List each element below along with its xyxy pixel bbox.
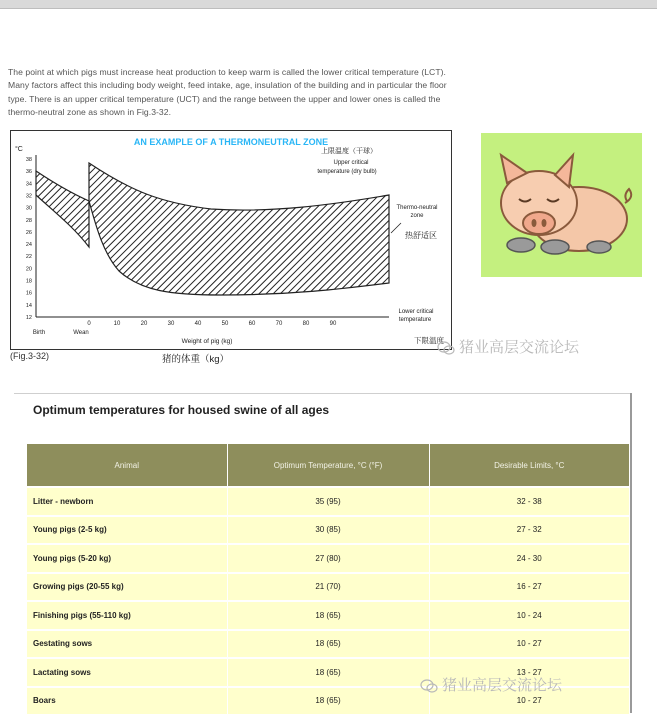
x-tick-labels	[33, 321, 337, 336]
table-title: Optimum temperatures for housed swine of all ages	[33, 403, 329, 417]
cell-optimum: 27 (80)	[227, 544, 429, 573]
cell-animal: Growing pigs (20-55 kg)	[27, 573, 227, 602]
x-axis-label: Weight of pig (kg)	[182, 338, 233, 345]
y-tick-label: 30	[26, 206, 32, 212]
cell-limits: 27 - 32	[429, 516, 629, 545]
x-tick-label: 70	[276, 321, 283, 327]
x-axis-label-cn: 猪的体重（kg）	[162, 351, 229, 365]
thermoneutral-chart	[10, 130, 452, 350]
table-row	[27, 544, 629, 573]
table-row	[27, 573, 629, 602]
y-unit: °C	[15, 145, 23, 153]
cell-animal: Finishing pigs (55-110 kg)	[27, 601, 227, 630]
x-tick-label: 30	[168, 321, 175, 327]
watermark-top	[437, 336, 579, 357]
watermark-top-text: 猪业高层交流论坛	[459, 338, 579, 356]
cell-limits: 13 - 27	[429, 658, 629, 687]
y-tick-label: 34	[26, 181, 32, 187]
cell-animal: Young pigs (5-20 kg)	[27, 544, 227, 573]
thermoneutral-zone	[89, 163, 389, 295]
x-tick-label: 80	[303, 321, 310, 327]
cell-limits: 10 - 27	[429, 630, 629, 659]
x-tick-label: Wean	[73, 330, 89, 336]
cell-optimum: 18 (65)	[227, 630, 429, 659]
watermark-bottom-text: 猪业高层交流论坛	[442, 676, 562, 694]
watermark-bottom	[420, 674, 562, 695]
table-row	[27, 601, 629, 630]
cell-limits: 10 - 24	[429, 601, 629, 630]
table-row	[27, 487, 629, 516]
y-tick-label: 24	[26, 242, 32, 248]
cell-optimum: 35 (95)	[227, 487, 429, 516]
header-animal: Animal	[27, 444, 227, 487]
cell-animal: Boars	[27, 687, 227, 714]
top-divider	[0, 8, 657, 9]
sleeping-pig-illustration	[481, 133, 642, 277]
cell-limits: 10 - 27	[429, 687, 629, 714]
y-tick-label: 28	[26, 218, 32, 224]
upper-label-en-1: Upper critical	[333, 160, 368, 166]
cell-optimum: 21 (70)	[227, 573, 429, 602]
x-tick-label: 40	[195, 321, 202, 327]
wechat-icon	[437, 341, 455, 355]
cell-optimum: 18 (65)	[227, 687, 429, 714]
x-tick-label: 60	[249, 321, 256, 327]
upper-label-en-2: temperature (dry bulb)	[317, 169, 376, 175]
y-tick-label: 38	[26, 157, 32, 163]
x-tick-label: 20	[141, 321, 148, 327]
zone-label-en-1: Thermo-neutral	[396, 205, 437, 211]
intro-paragraph: The point at which pigs must increase heat production to keep warm is called the lower critical temperature (LCT). Many factors affect this including body weight, feed intake, age, insulation of the building and in particular the floor type. There is an upper critical temperature (UCT) and the range between the upper and lower ones is called the thermo-neutral zone as shown in Fig.3-32.	[8, 66, 460, 120]
x-tick-label: 90	[330, 321, 337, 327]
y-tick-labels	[26, 157, 32, 321]
cell-limits: 24 - 30	[429, 544, 629, 573]
y-tick-label: 14	[26, 303, 32, 309]
cell-animal: Litter - newborn	[27, 487, 227, 516]
x-tick-label: Birth	[33, 330, 45, 336]
chart-svg	[11, 131, 451, 349]
y-tick-label: 36	[26, 169, 32, 175]
figure-label: (Fig.3-32)	[10, 351, 49, 361]
cell-limits: 32 - 38	[429, 487, 629, 516]
pig-icon	[481, 133, 642, 277]
cell-optimum: 30 (85)	[227, 516, 429, 545]
header-limits: Desirable Limits, °C	[429, 444, 629, 487]
table-frame-right	[630, 393, 632, 713]
y-tick-label: 12	[26, 315, 32, 321]
lower-label-en-1: Lower critical	[398, 309, 433, 315]
table-row	[27, 630, 629, 659]
cell-limits: 16 - 27	[429, 573, 629, 602]
pre-wean-zone	[36, 171, 89, 247]
table-header-row	[27, 444, 629, 487]
chart-title: AN EXAMPLE OF A THERMONEUTRAL ZONE	[134, 137, 328, 147]
zone-label-cn: 热舒适区	[405, 230, 437, 240]
cell-animal: Gestating sows	[27, 630, 227, 659]
cell-optimum: 18 (65)	[227, 658, 429, 687]
zone-pointer	[391, 223, 401, 233]
upper-label-cn: 上限温度（干球）	[321, 146, 377, 155]
table-frame-top	[14, 393, 630, 394]
x-tick-label: 0	[87, 321, 91, 327]
table-row	[27, 516, 629, 545]
cell-animal: Young pigs (2-5 kg)	[27, 516, 227, 545]
lower-label-cn: 下限温度	[414, 335, 444, 345]
y-tick-label: 18	[26, 279, 32, 285]
x-tick-label: 50	[222, 321, 229, 327]
cell-animal: Lactating sows	[27, 658, 227, 687]
top-bar	[0, 0, 657, 8]
header-optimum: Optimum Temperature, °C (°F)	[227, 444, 429, 487]
cell-optimum: 18 (65)	[227, 601, 429, 630]
lower-label-en-2: temperature	[399, 317, 432, 323]
y-tick-label: 22	[26, 254, 32, 260]
x-tick-label: 10	[114, 321, 121, 327]
zone-label-en-2: zone	[410, 213, 424, 219]
wechat-icon	[420, 679, 438, 693]
y-tick-label: 16	[26, 291, 32, 297]
y-tick-label: 20	[26, 266, 32, 272]
y-tick-label: 32	[26, 193, 32, 199]
y-tick-label: 26	[26, 230, 32, 236]
